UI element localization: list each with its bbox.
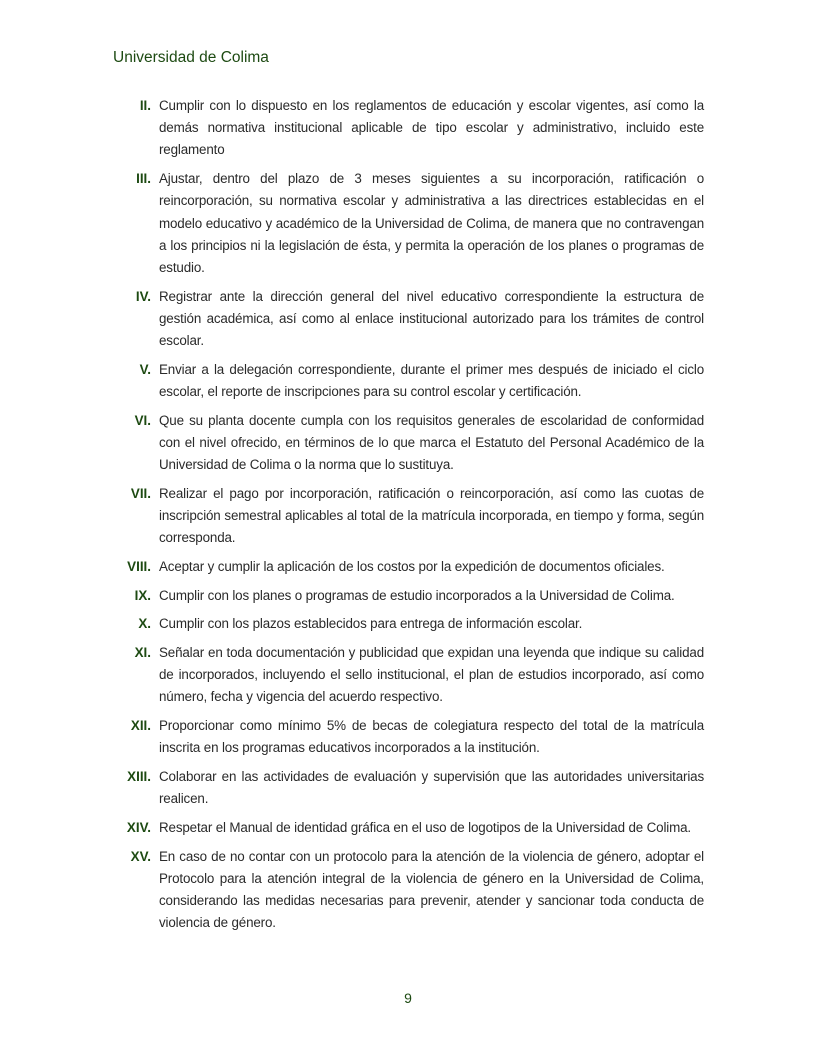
list-item [100, 168, 704, 279]
item-number: VI. [134, 412, 151, 428]
item-text: Cumplir con los plazos establecidos para entrega de información escolar. [159, 616, 583, 632]
item-text: Enviar a la delegación correspondiente, durante el primer mes después de iniciado el ciclo escolar, el reporte de inscripciones para su control escolar y certificación. [159, 361, 704, 399]
list-item [100, 410, 704, 477]
item-number: IV. [135, 288, 151, 304]
item-number: III. [136, 171, 151, 187]
item-number: XIII. [127, 768, 151, 784]
item-text: Proporcionar como mínimo 5% de becas de colegiatura respecto del total de la matrícula inscrita en los programas educativos incorporados a la institución. [159, 718, 704, 756]
list-item [100, 817, 704, 839]
list-item [100, 846, 704, 935]
item-number: VIII. [127, 558, 151, 574]
item-number: VII. [130, 485, 151, 501]
item-text: Respetar el Manual de identidad gráfica en el uso de logotipos de la Universidad de Colima. [159, 819, 691, 835]
list-item [100, 585, 704, 607]
list-item [100, 359, 704, 403]
item-text: Que su planta docente cumpla con los requisitos generales de escolaridad de conformidad con el nivel ofrecido, en términos de lo que marca el Estatuto del Personal Académico de la Universidad de Colima o la norma que lo sustituya. [159, 412, 704, 473]
list-item [100, 556, 704, 578]
list-item [100, 715, 704, 759]
item-number: IX. [134, 587, 151, 603]
list-item [100, 286, 704, 353]
item-number: X. [138, 616, 151, 632]
page-number: 9 [404, 990, 412, 1006]
obligations-list [100, 95, 704, 941]
item-text: En caso de no contar con un protocolo para la atención de la violencia de género, adoptar el Protocolo para la atención integral de la violencia de género en la Universidad de Colima, considerando las medidas necesarias para prevenir, atender y sancionar toda conducta de violencia de género. [159, 848, 704, 931]
list-item [100, 766, 704, 810]
page-header: Universidad de Colima [113, 49, 269, 66]
item-text: Realizar el pago por incorporación, ratificación o reincorporación, así como las cuotas de inscripción semestral aplicables al total de la matrícula incorporada, en tiempo y forma, según corresponda. [159, 485, 704, 546]
item-number: XI. [134, 644, 151, 660]
item-text: Aceptar y cumplir la aplicación de los costos por la expedición de documentos oficiales. [159, 558, 665, 574]
item-text: Cumplir con los planes o programas de estudio incorporados a la Universidad de Colima. [159, 587, 675, 603]
item-number: V. [139, 361, 151, 377]
item-text: Señalar en toda documentación y publicidad que expidan una leyenda que indique su calidad de incorporados, incluyendo el sello institucional, el plan de estudios incorporado, así como número, fecha y vigencia del acuerdo respectivo. [159, 644, 704, 705]
item-number: XII. [130, 718, 151, 734]
item-number: XIV. [126, 819, 151, 835]
list-item [100, 483, 704, 550]
list-item [100, 613, 704, 635]
item-text: Ajustar, dentro del plazo de 3 meses siguientes a su incorporación, ratificación o reincorporación, su normativa escolar y administrativa a las directrices establecidas en el modelo educativo y académico de la Universidad de Colima, de manera que no contravengan a los principios ni la legislación de ésta, y permita la operación de los planes o programas de estudio. [159, 171, 704, 275]
item-text: Colaborar en las actividades de evaluación y supervisión que las autoridades universitarias realicen. [159, 768, 704, 807]
item-text: Cumplir con lo dispuesto en los reglamentos de educación y escolar vigentes, así como la demás normativa institucional aplicable de tipo escolar y administrativo, incluido este reglamento [159, 98, 704, 158]
item-text: Registrar ante la dirección general del nivel educativo correspondiente la estructura de gestión académica, así como al enlace institucional autorizado para los trámites de control escolar. [159, 288, 704, 349]
item-number: XV. [130, 848, 151, 864]
list-item [100, 642, 704, 709]
item-number: II. [139, 98, 151, 113]
list-item [100, 95, 704, 162]
